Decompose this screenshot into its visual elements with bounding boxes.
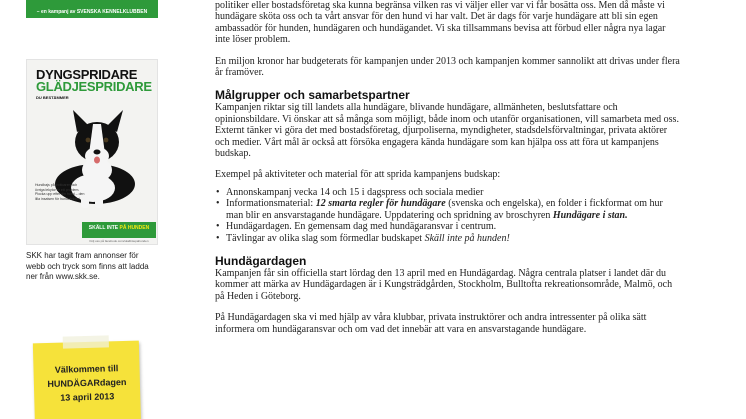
note-line-2: HUNDÄGARdagen <box>47 376 127 390</box>
paragraph-dog-owner-day: Kampanjen får sin officiella start lördag den 13 april med en Hundägardag. Några centrala platser i landet där du kommer att märka av Hundägardagen är i Kungsträdgården, Stockholm, Bulltofta rekreationsområde, Malmö, och på Heden i Göteborg. <box>215 267 673 302</box>
paragraph-budget: En miljon kronor har budgeterats för kampanjen under 2013 och kampanjen kommer sannolikt att drivas under flera år framöver. <box>215 55 680 79</box>
list-item-text: (svenska och engelska), en folder i fickformat om hur man blir en ansvarstagande hundägare. Uppdatering och spridning av broschyren <box>226 198 663 221</box>
sticky-note <box>33 341 141 419</box>
poster-headline-1: DYNGSPRIDARE <box>36 67 138 82</box>
sidebar <box>0 0 175 419</box>
list-item-text: Annonskampanj vecka 14 och 15 i dagspress och sociala medier <box>226 186 484 198</box>
note-line-1: Välkommen till <box>54 363 119 375</box>
activity-list <box>215 187 680 244</box>
poster-footer: Följ oss på facebook.com/skallintepahunden <box>89 239 149 243</box>
campaign-poster <box>26 59 158 245</box>
list-item <box>215 187 680 198</box>
guide-title: 12 smarta regler för hundägare <box>315 198 446 210</box>
list-item-text: Tävlingar av olika slag som förmedlar budskapet <box>226 232 425 244</box>
list-item-text: Informationsmaterial: <box>226 198 316 210</box>
campaign-banner-text: – en kampanj av SVENSKA KENNELKLUBBEN <box>36 9 148 15</box>
poster-small-text: Hundbajs på trottoaren och övriga lekytor är ett problem. Plocka upp efter din hund – den lilla insatsen för hundvärlden! <box>35 183 85 201</box>
slogan-text: Skäll inte på hunden! <box>424 232 510 244</box>
brochure-title: Hundägare i stan. <box>552 209 628 221</box>
campaign-banner <box>26 0 158 18</box>
list-item <box>215 198 680 221</box>
note-line-3: 13 april 2013 <box>60 391 115 403</box>
list-item <box>215 221 680 232</box>
paragraph-dog-owner-day-2: På Hundägardagen ska vi med hjälp av våra klubbar, privata instruktörer och andra intressenter på olika sätt informera om hundägaransvar och om vad det innebär att vara en ansvarstagande hundägare. <box>215 312 647 335</box>
poster-headline-2: GLÄDJESPRIDARE <box>36 79 152 94</box>
poster-subline: DU BESTÄMMER <box>36 95 69 100</box>
poster-caption: SKK har tagit fram annonser för webb och tryck som finns att ladda ner från www.skk.se. <box>26 251 149 281</box>
paragraph-intro: politiker eller bostadsföretag ska kunna begränsa vilken ras vi väljer eller var vi får bosätta oss. Men då måste vi hundägare sköta oss och ta vårt ansvar för den hund vi har valt. Det är dags för varje hundägare att bli sin egen ambassadör för hunden, hundägaren och hundägandet. Vi ska tillsammans bevisa att förbud eller några nya lagar inte löser problem. <box>215 0 666 46</box>
article <box>215 0 680 419</box>
heading-dog-owner-day: Hundägardagen <box>215 253 307 268</box>
paragraph-examples: Exempel på aktiviteter och material för att sprida kampanjens budskap: <box>215 169 501 181</box>
tape-strip <box>63 335 109 348</box>
paragraph-target-groups: Kampanjen riktar sig till landets alla hundägare, blivande hundägare, allmänheten, beslutsfattare och opinionsbildare. Vi önskar att så många som möjligt, både inom och utanför organisationen, vill samarbeta med oss. Externt tänker vi göra det med bostadsföretag, djurpoliserna, myndigheter, stadsdelsförvaltningar, privata aktörer och medier. Vårt mål är också att försöka engagera kända hundägare som kan hjälpa oss att föra ut kampanjens budskap. <box>215 102 679 160</box>
list-item-text: Hundägardagen. En gemensam dag med hundägaransvar i centrum. <box>226 221 497 233</box>
heading-target-groups: Målgrupper och samarbetspartner <box>215 88 410 103</box>
poster-slogan-part-2: PÅ HUNDEN <box>119 225 150 231</box>
poster-slogan-part-1: SKÄLL INTE <box>88 225 120 231</box>
poster-slogan-bar <box>82 222 156 238</box>
list-item <box>215 233 680 244</box>
